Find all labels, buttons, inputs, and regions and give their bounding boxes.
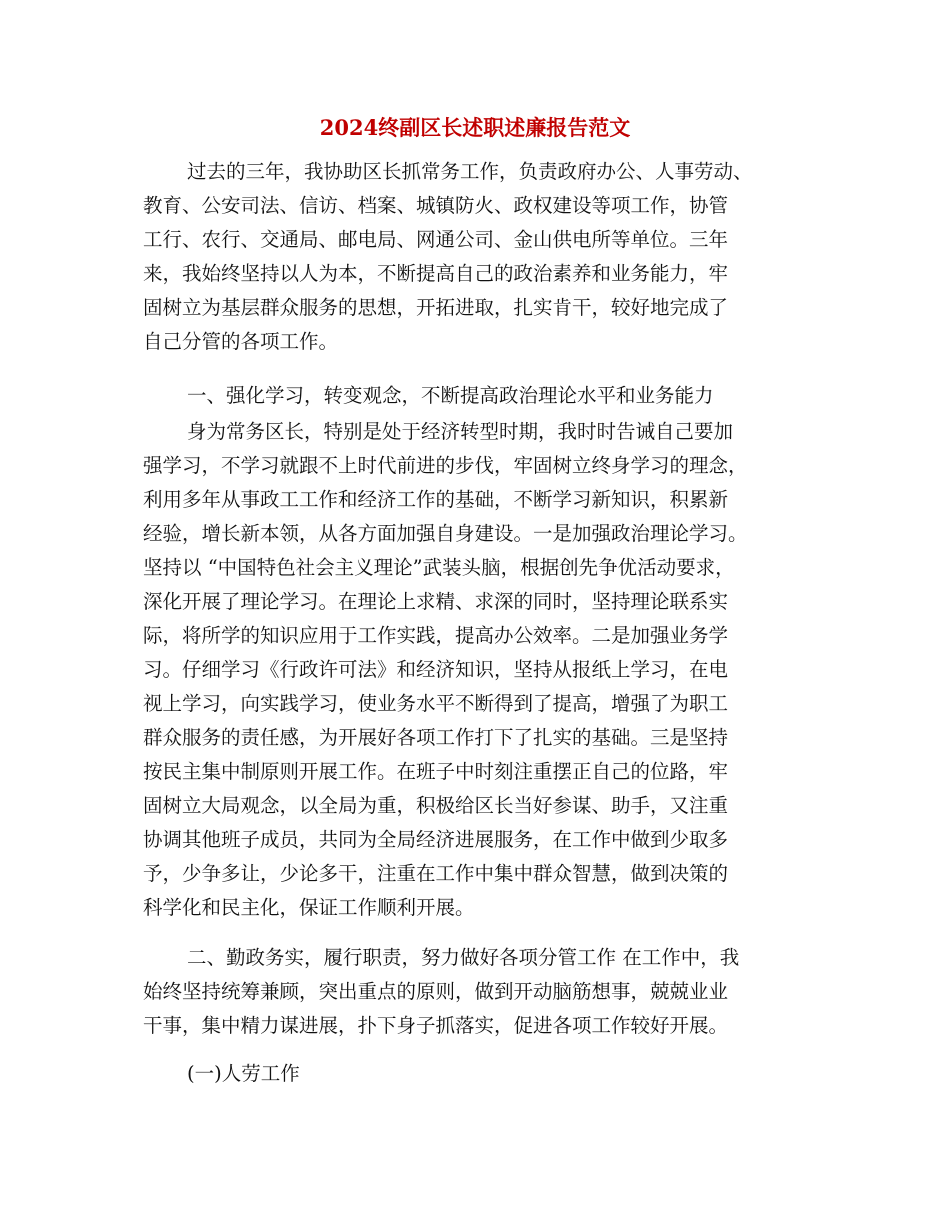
text-line: 工行、农行、交通局、邮电局、网通公司、金山供电所等单位。三年 — [143, 228, 729, 251]
text-line: 固树立为基层群众服务的思想，开拓进取，扎实肯干，较好地完成了 — [143, 296, 729, 319]
text-line: 坚持以 “中国特色社会主义理论”武装头脑，根据创先争优活动要求， — [143, 556, 735, 579]
text-line: 习。仔细学习《行政许可法》和经济知识，坚持从报纸上学习，在电 — [143, 658, 729, 681]
text-line: 固树立大局观念，以全局为重，积极给区长当好参谋、助手，又注重 — [143, 794, 729, 817]
text-line: 经验，增长新本领，从各方面加强自身建设。一是加强政治理论学习。 — [143, 522, 748, 545]
text-line: 始终坚持统筹兼顾，突出重点的原则，做到开动脑筋想事，兢兢业业 — [143, 980, 729, 1003]
text-line: 协调其他班子成员，共同为全局经济进展服务，在工作中做到少取多 — [143, 828, 729, 851]
text-line: 自己分管的各项工作。 — [143, 330, 339, 353]
text-line: 过去的三年，我协助区长抓常务工作，负责政府办公、人事劳动、 — [187, 160, 753, 183]
text-line: (一)人劳工作 — [187, 1062, 300, 1085]
text-line: 来，我始终坚持以人为本，不断提高自己的政治素养和业务能力，牢 — [143, 262, 729, 285]
text-line: 予，少争多让，少论多干，注重在工作中集中群众智慧，做到决策的 — [143, 862, 729, 885]
text-line: 二、勤政务实，履行职责，努力做好各项分管工作 在工作中，我 — [187, 946, 740, 969]
section-heading: 一、强化学习，转变观念，不断提高政治理论水平和业务能力 — [187, 384, 714, 407]
document-title: 2024终副区长述职述廉报告范文 — [319, 115, 631, 140]
text-line: 身为常务区长，特别是处于经济转型时期，我时时告诫自己要加 — [187, 420, 734, 443]
text-line: 按民主集中制原则开展工作。在班子中时刻注重摆正自己的位路，牢 — [143, 760, 729, 783]
section-heading: 干事，集中精力谋进展，扑下身子抓落实，促进各项工作较好开展。 — [143, 1014, 729, 1037]
text-line: 科学化和民主化，保证工作顺利开展。 — [143, 896, 475, 919]
text-line: 深化开展了理论学习。在理论上求精、求深的同时，坚持理论联系实 — [143, 590, 729, 613]
text-line: 群众服务的责任感，为开展好各项工作打下了扎实的基础。三是坚持 — [143, 726, 729, 749]
text-line: 强学习，不学习就跟不上时代前进的步伐，牢固树立终身学习的理念， — [143, 454, 748, 477]
text-line: 际，将所学的知识应用于工作实践，提高办公效率。二是加强业务学 — [143, 624, 729, 647]
text-line: 视上学习，向实践学习，使业务水平不断得到了提高，增强了为职工 — [143, 692, 729, 715]
text-line: 教育、公安司法、信访、档案、城镇防火、政权建设等项工作，协管 — [143, 194, 729, 217]
text-line: 利用多年从事政工工作和经济工作的基础，不断学习新知识，积累新 — [143, 488, 729, 511]
